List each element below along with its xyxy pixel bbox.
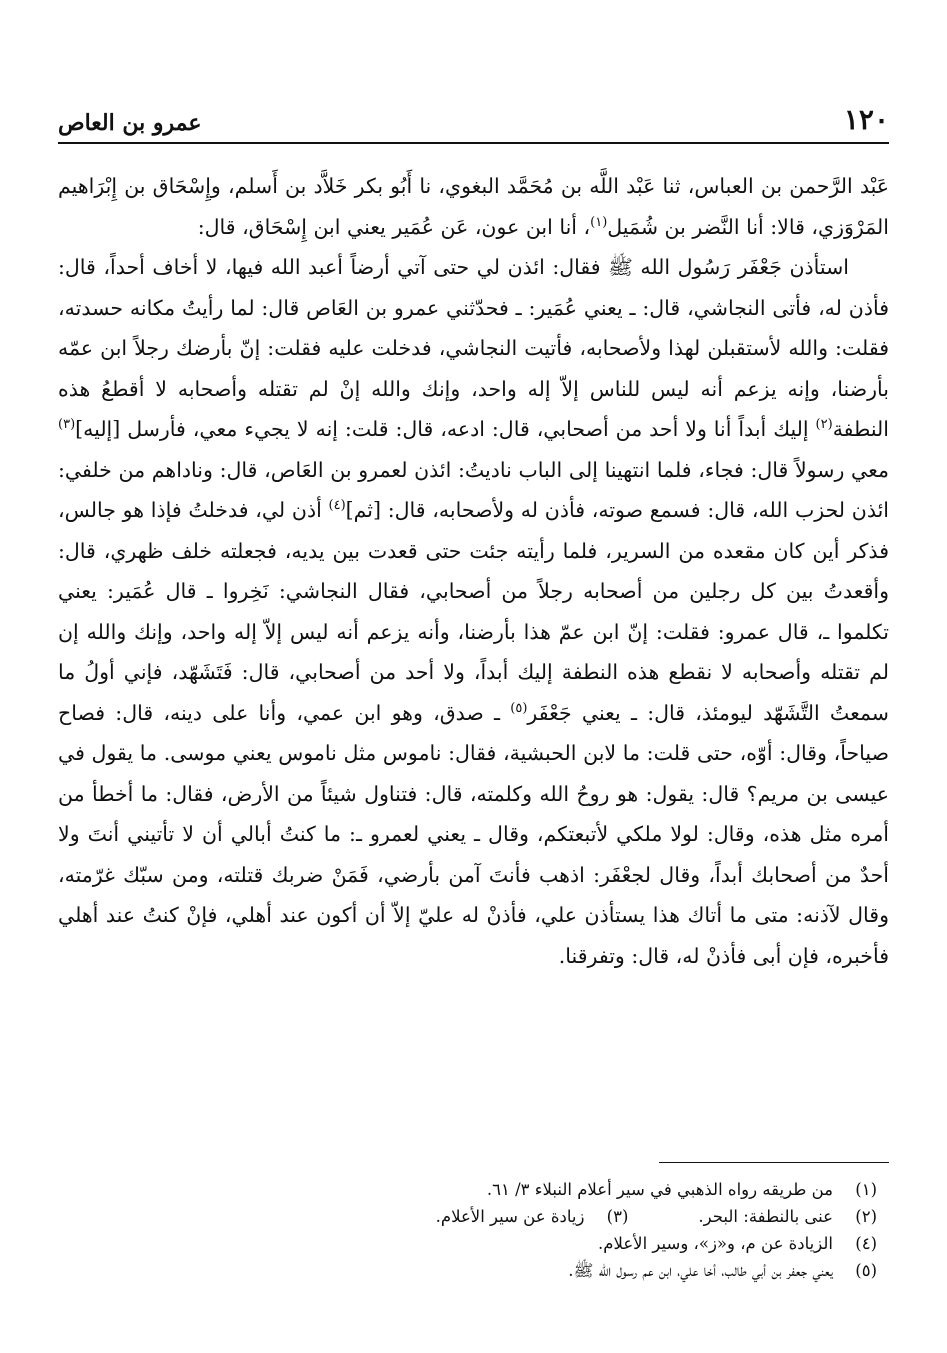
footnote-ref-1: (١) — [590, 214, 608, 230]
footnote-number: (٢) — [855, 1207, 877, 1226]
narration-text-c: معي رسولاً قال: فجاء، فلما انتهينا إلى الباب ناديتُ: ائذن لعمرو بن العَاص، قال: وناداهم من خلفي: ائذن لحزب الله، قال: فسمع صوته، فأذن له ولأصحابه، قال: [ثم] — [58, 457, 889, 522]
narration-text-a: استأذن جَعْفَر رَسُول الله ﷺ فقال: ائذن لي حتى آتي أرضاً أعبد الله فيها، لا أخاف أحداً، قال: فأذن له، فأتى النجاشي، قال: ـ يعني عُمَير: ـ فحدّثني عمرو بن العَاص قال: لما رأيتُ مكانه حسدته، فقلت: والله لأستقبلن لهذا ولأصحابه، فأتيت النجاشي، فدخلت عليه فقلت: إنّ بأرضك رجلاً ابن عمّه بأرضنا، وإنه يزعم أنه ليس للناس إلاّ إله واحد، وإنك والله إنْ لم تقتله وأصحابه لا أقطعُ هذه النطفة — [58, 255, 890, 441]
footnote-5 — [100, 1257, 877, 1284]
footnote-number: (٤) — [855, 1234, 877, 1253]
footnote-text: عنى بالنطفة: البحر. — [698, 1207, 833, 1226]
footnote-ref-2: (٢) — [815, 417, 833, 433]
narration-text-d: أذن لي، فدخلتُ فإذا هو جالس، فذكر أين كان مقعده من السرير، فلما رأيته جئت حتى قعدت بين يديه، فجعلته خلف ظهري، قال: وأقعدتُ بين كل رجلين من أصحابه رجلاً من أصحابي، فقال النجاشي: نَخِروا ـ قال عُمَير: يعني تكلموا ـ، قال عمرو: فقلت: إنّ ابن عمّ هذا بأرضنا، وأنه يزعم أنه ليس إلاّ إله واحد، وإنك والله إن لم تقتله وأصحابه لا نقطع هذه النطفة إليك أبداً، ولا أحد من أصحابي، قال: فَتَشَهّد، فإني أولُ ما سمعتُ التَّشَهّد ليومئذ، قال: ـ يعني جَعْفَر — [58, 498, 889, 725]
running-title: عمرو بن العاص — [58, 110, 202, 136]
isnad-paragraph — [58, 166, 889, 247]
narration-paragraph — [58, 247, 889, 976]
page-number: ١٢٠ — [843, 103, 889, 136]
footnote-divider — [659, 1162, 889, 1163]
footnote-text: من طريقه رواه الذهبي في سير أعلام النبلاء ٣/ ٦١. — [486, 1180, 833, 1199]
footnote-number: (١) — [855, 1180, 877, 1199]
page-header — [58, 96, 889, 144]
footnote-ref-5: (٥) — [510, 700, 528, 716]
footnote-text: زيادة عن سير الأعلام. — [435, 1207, 585, 1226]
footnote-ref-3: (٣) — [58, 417, 76, 433]
isnad-text: عَبْد الرَّحمن بن العباس، ثنا عَبْد اللَّه بن مُحَمَّد البغوي، نا أَبُو بكر خَلاَّد بن أَسلم، وإِسْحَاق بن إِبْرَاهيم المَرْوَزي، قالا: أنا النَّضر بن شُمَيل — [58, 174, 889, 239]
footnote-text: الزيادة عن م، و«ز»، وسير الأعلام. — [598, 1234, 833, 1253]
narration-text-e: ـ صدق، وهو ابن عمي، وأنا على دينه، قال: فصاح صياحاً، وقال: أوّه، حتى قلت: ما لابن الحبشية، فقال: ناموس مثل ناموس يعني موسى. ما يقول في عيسى بن مريم؟ قال: يقول: هو روحُ الله وكلمته، قال: فتناول شيئاً من الأرض، فقال: ما أخطأ من أمره مثل هذه، وقال: لولا ملكي لأتبعتكم، وقال ـ يعني لعمرو ـ: ما كنتُ أبالي أن لا تأتيني أنتَ ولا أحدٌ من أصحابك أبداً، وقال لجعْفَر: اذهب فأنتَ آمن بأرضي، فَمَنْ ضربك قتلته، ومن سبّك غرّمته، وقال لآذنه: متى ما أتاك هذا يستأذن علي، فأذنْ له عليّ إلاّ أن أكون عند أهلي، فإنْ كنتُ عند أهلي فأخبره، فإن أبى فأذنْ له، قال: وتفرقنا. — [58, 700, 889, 968]
footnotes — [100, 1176, 877, 1284]
footnote-4 — [100, 1230, 877, 1257]
footnote-text: يعني جعفر بن أبي طالب، أخا علي، ابن عم رسول الله ﷺ. — [568, 1261, 833, 1280]
footnote-1 — [100, 1176, 877, 1203]
narration-text-b: إليك أبداً أنا ولا أحد من أصحابي، قال: ادعه، قال: قلت: إنه لا يجيء معي، فأرسل [إليه] — [75, 417, 816, 441]
isnad-text-tail: ، أنا ابن عون، عَن عُمَير يعني ابن إِسْحَاق، قال: — [197, 214, 591, 239]
footnote-ref-4: (٤) — [328, 498, 346, 514]
footnote-number: (٣) — [606, 1207, 629, 1226]
footnote-2-3 — [100, 1203, 877, 1230]
main-text — [58, 166, 889, 976]
footnote-number: (٥) — [855, 1261, 877, 1280]
